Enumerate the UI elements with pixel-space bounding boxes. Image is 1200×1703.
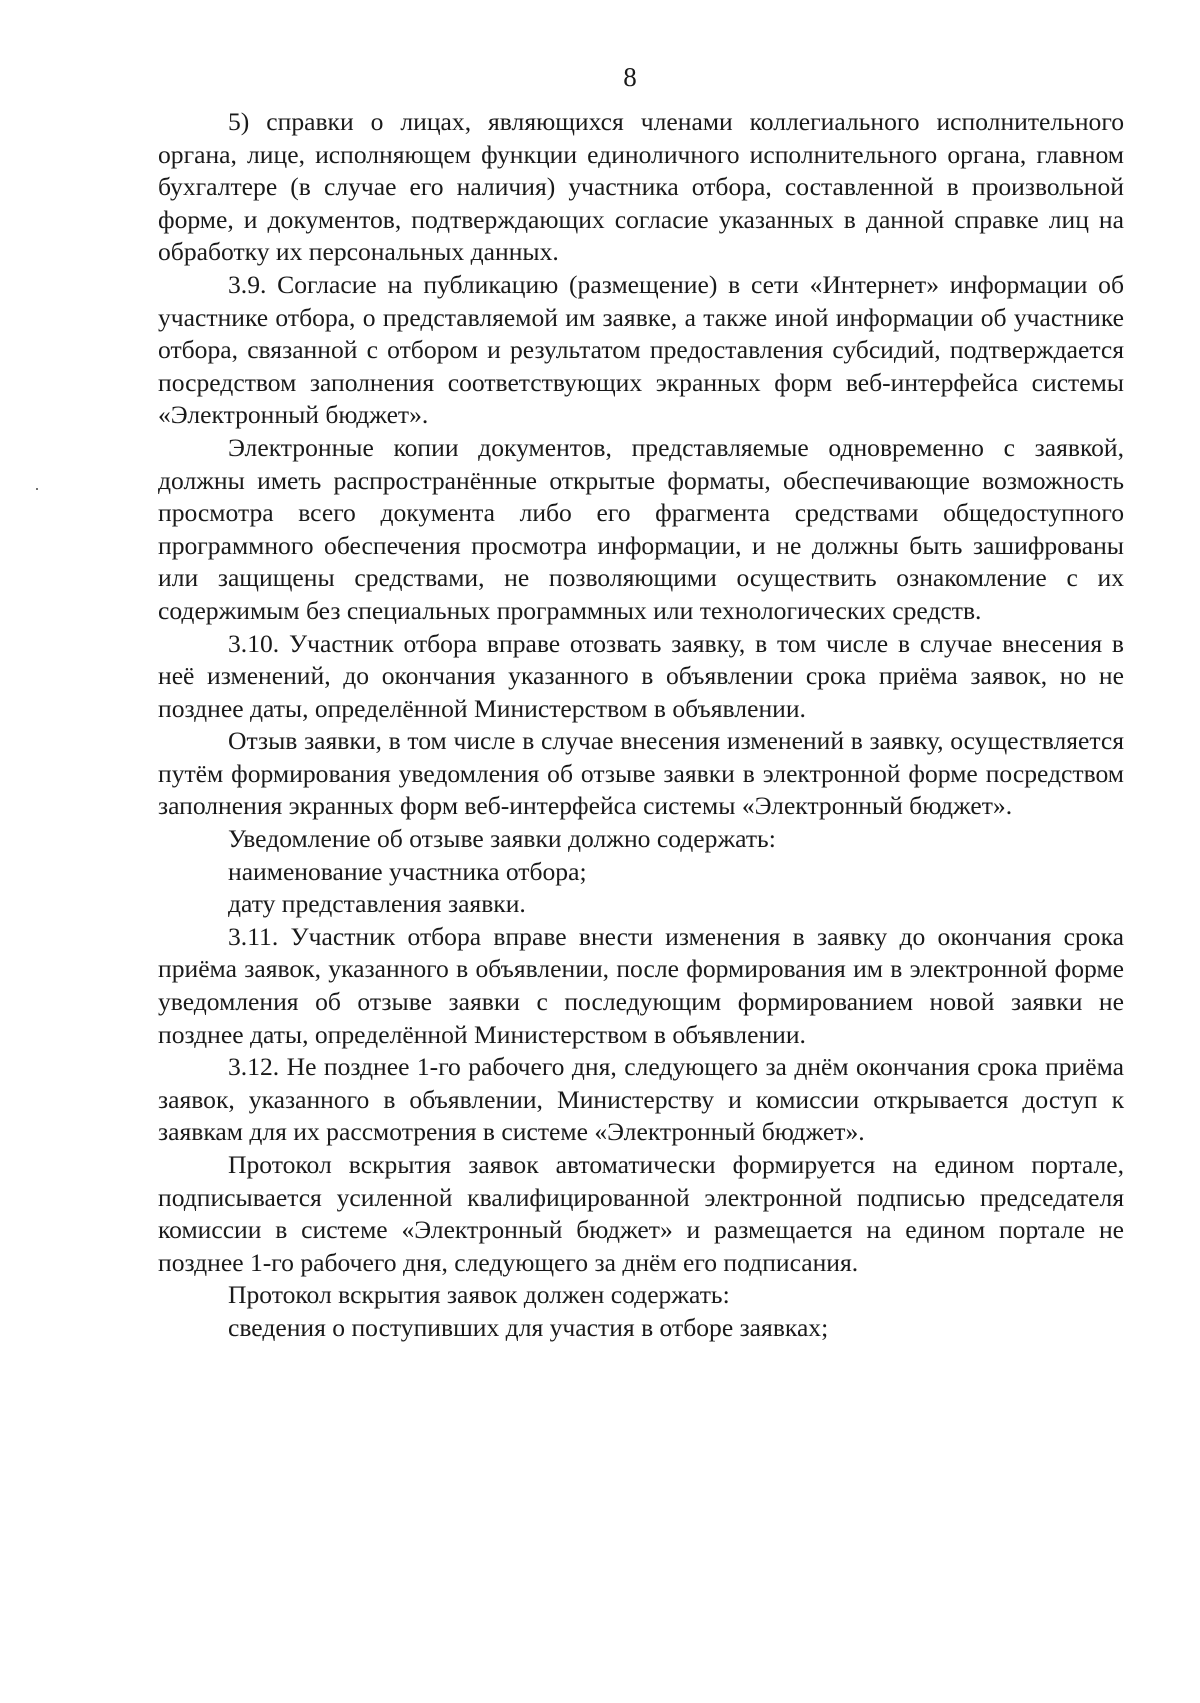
paragraph-3-12: 3.12. Не позднее 1-го рабочего дня, следующего за днём окончания срока приёма заявок, указанного в объявлении, Министерству и комиссии открывается доступ к заявкам для их рассмотрения в системе «Электронный бюджет». xyxy=(158,1052,1124,1147)
paragraph-electronic-copies: Электронные копии документов, представляемые одновременно с заявкой, должны иметь распространённые открытые форматы, обеспечивающие возможность просмотра всего документа либо его фрагмента средствами общедоступного программного обеспечения просмотра информации, и не должны быть зашифрованы или защищены средствами, не позволяющими осуществить ознакомление с их содержимым без специальных программных или технологических средств. xyxy=(158,432,1124,625)
list-item-received-applications: сведения о поступивших для участия в отборе заявках; xyxy=(228,1312,829,1342)
paragraph-3-10: 3.10. Участник отбора вправе отозвать заявку, в том числе в случае внесения в неё изменений, до окончания указанного в объявлении срока приёма заявок, но не позднее даты, определённой Министерством в объявлении. xyxy=(158,628,1124,723)
paragraph-notice-contents: Уведомление об отзыве заявки должно содержать: xyxy=(228,824,776,854)
list-item-submission-date: дату представления заявки. xyxy=(228,889,526,919)
page-number: 8 xyxy=(623,62,637,92)
paragraph-3-11: 3.11. Участник отбора вправе внести изменения в заявку до окончания срока приёма заявок, указанного в объявлении, после формирования им в электронной форме уведомления об отзыве заявки с последующим формированием новой заявки не позднее даты, определённой Министерством в объявлении. xyxy=(158,921,1124,1049)
paragraph-3-9: 3.9. Согласие на публикацию (размещение) в сети «Интернет» информации об участнике отбора, о представляемой им заявке, а также иной информации об участнике отбора, связанной с отбором и результатом предоставления субсидий, подтверждается посредством заполнения соответствующих экранных форм веб-интерфейса системы «Электронный бюджет». xyxy=(158,269,1124,430)
paragraph-protocol-contents: Протокол вскрытия заявок должен содержать: xyxy=(228,1280,730,1310)
paragraph-item-5: 5) справки о лицах, являющихся членами коллегиального исполнительного органа, лице, исполняющем функции единоличного исполнительного органа, главном бухгалтере (в случае его наличия) участника отбора, составленной в произвольной форме, и документов, подтверждающих согласие указанных в данной справке лиц на обработку их персональных данных. xyxy=(158,107,1124,267)
document-body xyxy=(158,106,1124,1345)
paragraph-protocol: Протокол вскрытия заявок автоматически формируется на едином портале, подписывается усиленной квалифицированной электронной подписью председателя комиссии в системе «Электронный бюджет» и размещается на едином портале не позднее 1-го рабочего дня, следующего за днём его подписания. xyxy=(158,1150,1124,1277)
scan-speck xyxy=(36,488,38,490)
paragraph-withdrawal: Отзыв заявки, в том числе в случае внесения изменений в заявку, осуществляется путём формирования уведомления об отзыве заявки в электронной форме посредством заполнения экранных форм веб-интерфейса системы «Электронный бюджет». xyxy=(158,726,1124,821)
list-item-participant-name: наименование участника отбора; xyxy=(228,856,587,886)
